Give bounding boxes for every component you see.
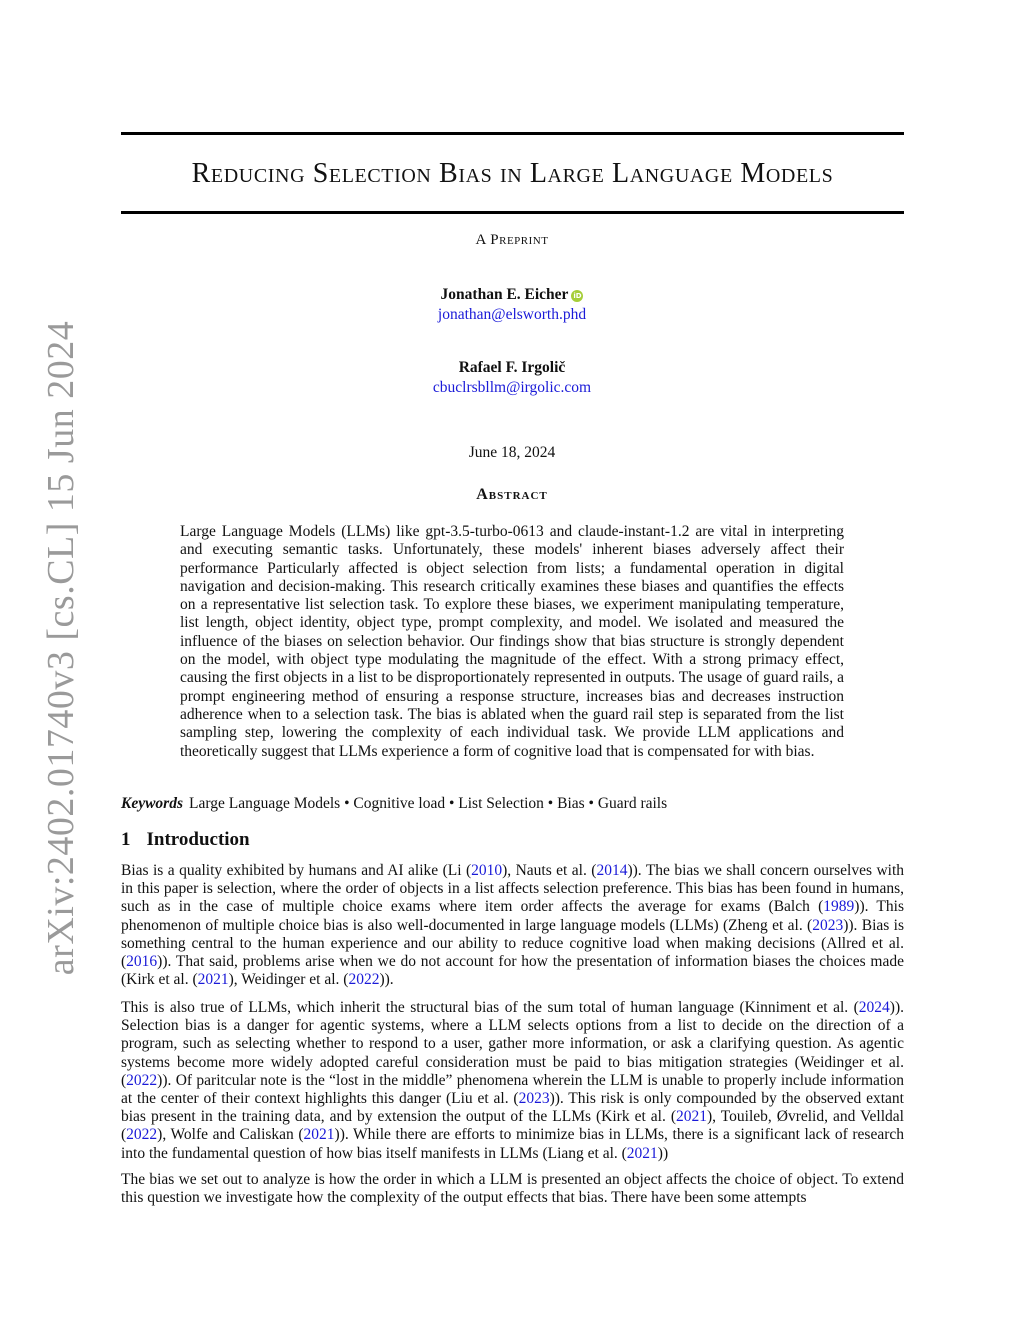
paragraph-text: ), Wolfe and Caliskan (	[157, 1126, 304, 1144]
paragraph-text: )). This risk is only compounded by the observed extant bias present in the training data, and by extension the output of the LLMs (Kirk et al. (	[121, 1090, 904, 1126]
arxiv-stamp: arXiv:2402.01740v3 [cs.CL] 15 Jun 2024	[40, 320, 82, 976]
paragraph	[121, 999, 904, 1163]
publication-date: June 18, 2024	[468, 444, 556, 461]
citation-link[interactable]: 2023	[812, 916, 844, 934]
paragraph-text: )).	[379, 971, 394, 989]
citation-link[interactable]: 2022	[348, 971, 380, 989]
author-name: Jonathan E. Eicher iD	[440, 286, 582, 303]
paragraph-text: ), Weidinger et al. (	[228, 971, 349, 989]
section-number: 1	[121, 829, 131, 850]
paragraph	[121, 1171, 904, 1207]
author-email-link[interactable]: cbuclrsbllm@irgolic.com	[432, 379, 592, 396]
paragraph-text: )). Selection bias is a danger for agentic systems, where a LLM selects options from a list to decide on the direction of a program, such as selecting whether to respond to a user, gather more information, or ask a clarifying question. As agentic systems become more widely adopted careful consideration must be paid to bias mitigation strategies (Weidinger et al. (	[121, 999, 904, 1089]
citation-link[interactable]: 2021	[626, 1144, 658, 1162]
paragraph-text: Bias is a quality exhibited by humans and AI alike (Li (	[121, 862, 472, 879]
paragraph	[121, 862, 904, 989]
paragraph-text: )). Bias is something central to the human experience and our ability to reduce cognitive load when making decisions (Allred et al. (	[121, 916, 904, 971]
author-name: Rafael F. Irgolič	[458, 359, 566, 376]
citation-link[interactable]: 2022	[126, 1071, 158, 1089]
paragraph-text: This is also true of LLMs, which inherit the structural bias of the sum total of human language (Kinniment et al. (	[121, 999, 859, 1016]
title-top-rule	[121, 132, 904, 135]
paragraph-text: )). The bias we shall concern ourselves with in this paper is selection, where the order of objects in a list affects selection preference. This bias has been found in humans, such as in the case of multiple choice exams where item order affects the average for exams (Balch (	[121, 862, 904, 916]
orcid-icon[interactable]: iD	[573, 292, 582, 300]
abstract-heading: Abstract	[476, 486, 548, 503]
section-title: Introduction	[146, 829, 250, 850]
paragraph-text: The bias we set out to analyze is how the order in which a LLM is presented an object affects the choice of object. To extend this question we investigate how the complexity of the output effects that bias. There have been some attempts	[121, 1171, 904, 1207]
paragraph-text: )). While there are efforts to minimize bias in LLMs, there is a significant lack of research into the fundamental question of how bias itself manifests in LLMs (Liang et al. (	[121, 1126, 904, 1162]
paragraph-text: )). That said, problems arise when we do not account for how the presentation of information biases the choices made (Kirk et al. (	[121, 953, 904, 989]
author-block-2	[0, 359, 1024, 397]
paragraph-text: )). This phenomenon of multiple choice bias is also well-documented in large language models (LLMs) (Zheng et al. (	[121, 898, 904, 934]
citation-link[interactable]: 2021	[303, 1126, 335, 1144]
citation-link[interactable]: 1989	[823, 898, 855, 916]
title-bottom-rule	[121, 211, 904, 214]
citation-link[interactable]: 2010	[471, 862, 503, 879]
paragraph-text: ))	[657, 1144, 669, 1162]
abstract-text: Large Language Models (LLMs) like gpt-3.5-turbo-0613 and claude-instant-1.2 are vital in interpreting and executing semantic tasks. Unfortunately, these models' inherent biases adversely affect their performance Particularly affected is object selection from lists; a fundamental operation in digital navigation and decision-making. This research critically examines these biases and quantifies the effects on a representative list selection task. To explore these biases, we experiment manipulating temperature, list length, object identity, object type, prompt complexity, and model. We isolated and measured the influence of the biases on selection behavior. Our findings show that bias structure is strongly dependent on the model, with object type modulating the magnitude of the effect. With a strong primacy effect, causing the first objects in a list to be disproportionately represented in outputs. The usage of guard rails, a prompt engineering method of ensuring a response structure, increases bias and decreases instruction adherence when to a selection task. The bias is ablated when the guard rail step is separated from the list sampling step, lowering the complexity of each individual task. We provide LLM applications and theoretically suggest that LLMs experience a form of cognitive load that is compensated for with bias.	[180, 523, 844, 760]
keywords-text: Large Language Models • Cognitive load • List Selection • Bias • Guard rails	[189, 795, 668, 812]
paper-title: Reducing Selection Bias in Large Language Models	[191, 158, 834, 189]
keywords-label: Keywords	[121, 795, 183, 812]
citation-link[interactable]: 2022	[126, 1126, 158, 1144]
author-email-link[interactable]: jonathan@elsworth.phd	[437, 306, 587, 323]
author-block-1	[0, 286, 1024, 324]
citation-link[interactable]: 2024	[858, 999, 890, 1016]
citation-link[interactable]: 2021	[676, 1108, 707, 1126]
citation-link[interactable]: 2023	[518, 1090, 550, 1108]
citation-link[interactable]: 2021	[197, 971, 229, 989]
keywords	[121, 795, 904, 813]
citation-link[interactable]: 2014	[596, 862, 628, 879]
paragraph-text: )). Of paritcular note is the “lost in the middle” phenomena wherein the LLM is unable to properly include information at the center of their context highlights this danger (Liu et al. (	[121, 1071, 904, 1108]
paragraph-text: ), Touileb, Øvrelid, and Velldal (	[121, 1108, 904, 1144]
paragraph-text: ), Nauts et al. (	[502, 862, 597, 879]
citation-link[interactable]: 2016	[126, 953, 158, 971]
preprint-label: A Preprint	[475, 232, 549, 248]
section-heading	[121, 829, 250, 851]
